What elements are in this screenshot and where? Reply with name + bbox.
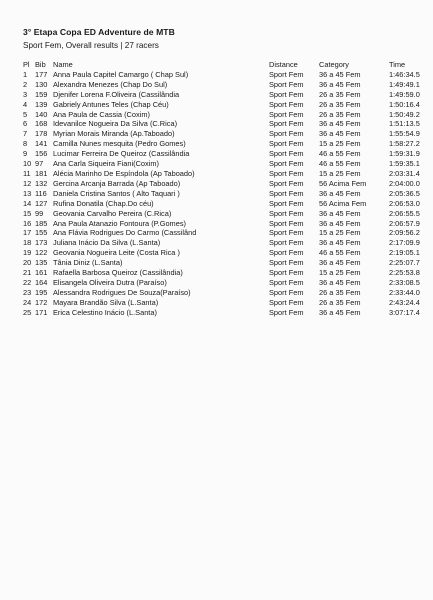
cell-distance: Sport Fem bbox=[269, 139, 304, 149]
cell-category: 36 a 45 Fem bbox=[319, 188, 361, 198]
cell-place: 23 bbox=[23, 287, 32, 297]
cell-bib: 177 bbox=[35, 69, 48, 79]
cell-distance: Sport Fem bbox=[269, 159, 304, 169]
cell-bib: 122 bbox=[35, 248, 48, 258]
cell-bib: 195 bbox=[35, 287, 48, 297]
table-row bbox=[23, 100, 433, 110]
cell-bib: 185 bbox=[35, 218, 48, 228]
cell-bib: 135 bbox=[35, 258, 48, 268]
cell-name: Anna Paula Capitel Camargo ( Chap Sul) bbox=[53, 69, 189, 79]
cell-time: 1:46:34.5 bbox=[389, 69, 420, 79]
column-header-bib: Bib bbox=[35, 60, 46, 69]
cell-place: 16 bbox=[23, 218, 32, 228]
column-header-category: Category bbox=[319, 60, 349, 69]
cell-place: 8 bbox=[23, 139, 28, 149]
table-row bbox=[23, 258, 433, 268]
table-row bbox=[23, 199, 433, 209]
results-table bbox=[23, 60, 433, 318]
cell-distance: Sport Fem bbox=[269, 297, 304, 307]
cell-category: 15 a 25 Fem bbox=[319, 139, 361, 149]
cell-name: Alécia Marinho De Espíndola (Ap Taboado) bbox=[53, 168, 195, 178]
cell-place: 18 bbox=[23, 238, 32, 248]
table-row bbox=[23, 228, 433, 238]
cell-time: 2:43:24.4 bbox=[389, 297, 420, 307]
cell-category: 36 a 45 Fem bbox=[319, 277, 361, 287]
cell-category: 36 a 45 Fem bbox=[319, 307, 361, 317]
cell-time: 1:50:49.2 bbox=[389, 109, 420, 119]
cell-bib: 130 bbox=[35, 79, 48, 89]
cell-category: 56 Acima Fem bbox=[319, 178, 367, 188]
cell-place: 10 bbox=[23, 159, 32, 169]
cell-bib: 161 bbox=[35, 268, 48, 278]
cell-distance: Sport Fem bbox=[269, 208, 304, 218]
cell-name: Alexandra Menezes (Chap Do Sul) bbox=[53, 79, 168, 89]
cell-distance: Sport Fem bbox=[269, 149, 304, 159]
table-row bbox=[23, 169, 433, 179]
cell-bib: 97 bbox=[35, 159, 44, 169]
column-header-distance: Distance bbox=[269, 60, 298, 69]
cell-time: 2:09:56.2 bbox=[389, 228, 420, 238]
column-header-time: Time bbox=[389, 60, 406, 69]
cell-distance: Sport Fem bbox=[269, 307, 304, 317]
cell-bib: 141 bbox=[35, 139, 48, 149]
cell-category: 46 a 55 Fem bbox=[319, 159, 361, 169]
cell-category: 26 a 35 Fem bbox=[319, 287, 361, 297]
cell-category: 36 a 45 Fem bbox=[319, 119, 361, 129]
table-row bbox=[23, 159, 433, 169]
table-row bbox=[23, 278, 433, 288]
cell-time: 2:25:53.8 bbox=[389, 268, 420, 278]
cell-category: 36 a 45 Fem bbox=[319, 208, 361, 218]
table-row bbox=[23, 308, 433, 318]
cell-distance: Sport Fem bbox=[269, 109, 304, 119]
cell-bib: 139 bbox=[35, 99, 48, 109]
cell-bib: 171 bbox=[35, 307, 48, 317]
cell-category: 36 a 45 Fem bbox=[319, 258, 361, 268]
cell-time: 1:49:49.1 bbox=[389, 79, 420, 89]
cell-distance: Sport Fem bbox=[269, 268, 304, 278]
cell-time: 2:33:44.0 bbox=[389, 287, 420, 297]
cell-time: 2:06:57.9 bbox=[389, 218, 420, 228]
cell-place: 5 bbox=[23, 109, 28, 119]
cell-name: Rufina Donatila (Chap.Do céu) bbox=[53, 198, 154, 208]
cell-category: 26 a 35 Fem bbox=[319, 109, 361, 119]
cell-time: 2:06:55.5 bbox=[389, 208, 420, 218]
cell-time: 1:59:35.1 bbox=[389, 159, 420, 169]
table-row bbox=[23, 149, 433, 159]
cell-name: Rafaella Barbosa Queiroz (Cassilândia) bbox=[53, 268, 183, 278]
cell-bib: 159 bbox=[35, 89, 48, 99]
table-row bbox=[23, 139, 433, 149]
cell-distance: Sport Fem bbox=[269, 168, 304, 178]
cell-time: 2:03:31.4 bbox=[389, 168, 420, 178]
cell-place: 12 bbox=[23, 178, 32, 188]
cell-distance: Sport Fem bbox=[269, 248, 304, 258]
cell-time: 1:50:16.4 bbox=[389, 99, 420, 109]
cell-place: 14 bbox=[23, 198, 32, 208]
column-header-name: Name bbox=[53, 60, 73, 69]
results-body bbox=[23, 70, 433, 318]
cell-name: Tânia Diniz (L.Santa) bbox=[53, 258, 123, 268]
cell-category: 36 a 45 Fem bbox=[319, 238, 361, 248]
cell-place: 15 bbox=[23, 208, 32, 218]
cell-category: 56 Acima Fem bbox=[319, 198, 367, 208]
cell-distance: Sport Fem bbox=[269, 277, 304, 287]
table-row bbox=[23, 238, 433, 248]
cell-place: 24 bbox=[23, 297, 32, 307]
cell-bib: 155 bbox=[35, 228, 48, 238]
cell-place: 2 bbox=[23, 79, 28, 89]
cell-bib: 140 bbox=[35, 109, 48, 119]
cell-place: 9 bbox=[23, 149, 28, 159]
cell-name: Daniela Cristina Santos ( Alto Taquari ) bbox=[53, 188, 180, 198]
cell-distance: Sport Fem bbox=[269, 258, 304, 268]
cell-distance: Sport Fem bbox=[269, 79, 304, 89]
cell-bib: 173 bbox=[35, 238, 48, 248]
cell-distance: Sport Fem bbox=[269, 287, 304, 297]
table-row bbox=[23, 179, 433, 189]
cell-time: 1:51:13.5 bbox=[389, 119, 420, 129]
cell-bib: 178 bbox=[35, 129, 48, 139]
cell-bib: 132 bbox=[35, 178, 48, 188]
cell-name: Ana Paula Atanazio Fontoura (P.Gomes) bbox=[53, 218, 186, 228]
cell-name: Juliana Inácio Da Silva (L.Santa) bbox=[53, 238, 161, 248]
cell-time: 2:19:05.1 bbox=[389, 248, 420, 258]
table-row bbox=[23, 129, 433, 139]
cell-bib: 164 bbox=[35, 277, 48, 287]
cell-bib: 156 bbox=[35, 149, 48, 159]
cell-place: 22 bbox=[23, 277, 32, 287]
page-title: 3° Etapa Copa ED Adventure de MTB bbox=[23, 27, 175, 37]
cell-time: 1:58:27.2 bbox=[389, 139, 420, 149]
cell-time: 1:59:31.9 bbox=[389, 149, 420, 159]
cell-place: 19 bbox=[23, 248, 32, 258]
cell-time: 2:04:00.0 bbox=[389, 178, 420, 188]
cell-bib: 127 bbox=[35, 198, 48, 208]
cell-place: 4 bbox=[23, 99, 28, 109]
cell-distance: Sport Fem bbox=[269, 218, 304, 228]
cell-distance: Sport Fem bbox=[269, 119, 304, 129]
cell-place: 17 bbox=[23, 228, 32, 238]
cell-time: 3:07:17.4 bbox=[389, 307, 420, 317]
cell-category: 36 a 45 Fem bbox=[319, 69, 361, 79]
cell-place: 20 bbox=[23, 258, 32, 268]
cell-place: 25 bbox=[23, 307, 32, 317]
cell-bib: 116 bbox=[35, 188, 47, 198]
cell-time: 1:49:59.0 bbox=[389, 89, 420, 99]
cell-place: 6 bbox=[23, 119, 28, 129]
cell-distance: Sport Fem bbox=[269, 198, 304, 208]
cell-place: 7 bbox=[23, 129, 28, 139]
cell-name: Idevanilce Nogueira Da Silva (C.Rica) bbox=[53, 119, 178, 129]
cell-bib: 181 bbox=[35, 168, 48, 178]
table-row bbox=[23, 219, 433, 229]
cell-distance: Sport Fem bbox=[269, 69, 304, 79]
cell-bib: 168 bbox=[35, 119, 48, 129]
cell-category: 36 a 45 Fem bbox=[319, 79, 361, 89]
cell-category: 15 a 25 Fem bbox=[319, 268, 361, 278]
cell-name: Ana Carla Siqueira Fiani(Coxim) bbox=[53, 159, 159, 169]
cell-time: 2:17:09.9 bbox=[389, 238, 420, 248]
cell-category: 36 a 45 Fem bbox=[319, 129, 361, 139]
cell-name: Geovania Carvalho Pereira (C.Rica) bbox=[53, 208, 172, 218]
cell-distance: Sport Fem bbox=[269, 188, 304, 198]
table-header-row bbox=[23, 60, 433, 70]
cell-name: Gercina Arcanja Barrada (Ap Taboado) bbox=[53, 178, 181, 188]
table-row bbox=[23, 209, 433, 219]
cell-place: 11 bbox=[23, 168, 31, 178]
cell-name: Ana Flávia Rodrigues Do Carmo (Cassilând bbox=[53, 228, 197, 238]
table-row bbox=[23, 90, 433, 100]
column-header-place: Pl bbox=[23, 60, 30, 69]
cell-distance: Sport Fem bbox=[269, 238, 304, 248]
cell-place: 13 bbox=[23, 188, 32, 198]
cell-time: 2:06:53.0 bbox=[389, 198, 420, 208]
cell-time: 1:55:54.9 bbox=[389, 129, 420, 139]
cell-time: 2:25:07.7 bbox=[389, 258, 420, 268]
cell-name: Alessandra Rodrigues De Souza(Paraíso) bbox=[53, 287, 191, 297]
page-subtitle: Sport Fem, Overall results | 27 racers bbox=[23, 41, 159, 50]
table-row bbox=[23, 288, 433, 298]
cell-name: Ana Paula de Cassia (Coxim) bbox=[53, 109, 150, 119]
cell-category: 26 a 35 Fem bbox=[319, 89, 361, 99]
table-row bbox=[23, 189, 433, 199]
cell-name: Elisangela Oliveira Dutra (Paraíso) bbox=[53, 277, 167, 287]
cell-category: 15 a 25 Fem bbox=[319, 168, 361, 178]
table-row bbox=[23, 70, 433, 80]
cell-category: 15 a 25 Fem bbox=[319, 228, 361, 238]
cell-place: 21 bbox=[23, 268, 32, 278]
cell-name: Djenifer Lorena F.Oliveira (Cassilândia bbox=[53, 89, 180, 99]
cell-category: 26 a 35 Fem bbox=[319, 99, 361, 109]
cell-place: 3 bbox=[23, 89, 28, 99]
cell-bib: 99 bbox=[35, 208, 44, 218]
cell-category: 46 a 55 Fem bbox=[319, 149, 361, 159]
table-row bbox=[23, 298, 433, 308]
cell-bib: 172 bbox=[35, 297, 48, 307]
cell-name: Myrian Morais Miranda (Ap.Taboado) bbox=[53, 129, 175, 139]
cell-name: Gabriely Antunes Teles (Chap Céu) bbox=[53, 99, 169, 109]
cell-time: 2:05:36.5 bbox=[389, 188, 420, 198]
cell-name: Erica Celestino Inácio (L.Santa) bbox=[53, 307, 157, 317]
table-row bbox=[23, 110, 433, 120]
table-row bbox=[23, 268, 433, 278]
cell-distance: Sport Fem bbox=[269, 178, 304, 188]
cell-category: 46 a 55 Fem bbox=[319, 248, 361, 258]
table-row bbox=[23, 248, 433, 258]
cell-distance: Sport Fem bbox=[269, 129, 304, 139]
cell-name: Mayara Brandão Silva (L.Santa) bbox=[53, 297, 159, 307]
table-row bbox=[23, 119, 433, 129]
cell-distance: Sport Fem bbox=[269, 228, 304, 238]
cell-distance: Sport Fem bbox=[269, 89, 304, 99]
cell-name: Lucimar Ferreira De Queiroz (Cassilândia bbox=[53, 149, 190, 159]
cell-name: Camilla Nunes mesquita (Pedro Gomes) bbox=[53, 139, 186, 149]
cell-name: Geovania Nogueira Leite (Costa Rica ) bbox=[53, 248, 180, 258]
table-row bbox=[23, 80, 433, 90]
cell-place: 1 bbox=[23, 69, 28, 79]
cell-time: 2:33:08.5 bbox=[389, 277, 420, 287]
cell-category: 36 a 45 Fem bbox=[319, 218, 361, 228]
cell-distance: Sport Fem bbox=[269, 99, 304, 109]
cell-category: 26 a 35 Fem bbox=[319, 297, 361, 307]
